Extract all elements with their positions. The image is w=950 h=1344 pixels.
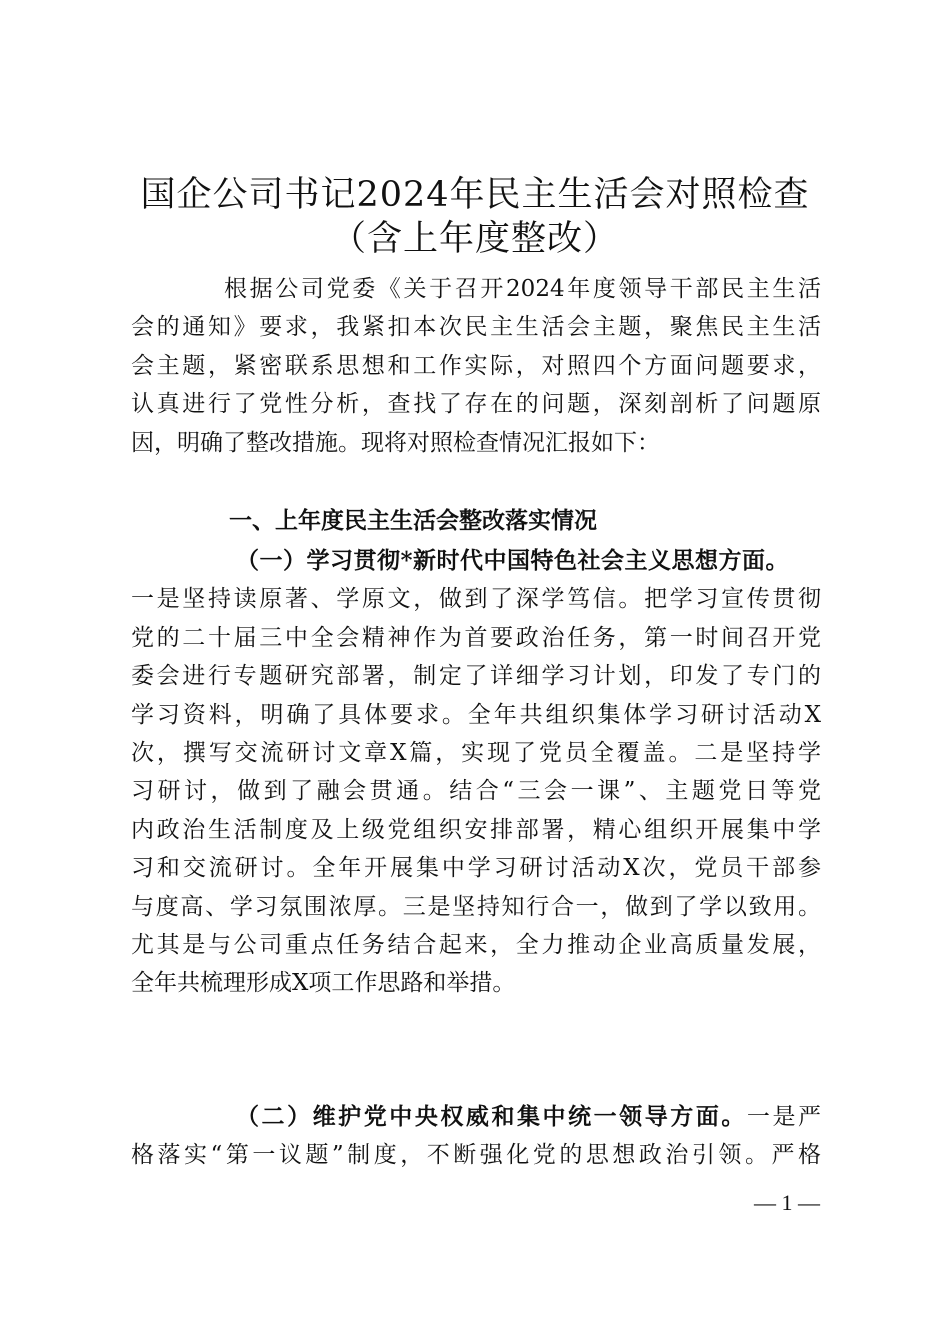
subsection1-line: 学习资料，明确了具体要求。全年共组织集体学习研讨活动X [131, 701, 821, 728]
document-title-line1: 国企公司书记2024年民主生活会对照检查 [140, 175, 810, 215]
intro-line: 因，明确了整改措施。现将对照检查情况汇报如下： [131, 429, 660, 456]
subsection1-line: 一是坚持读原著、学原文，做到了深学笃信。把学习宣传贯彻 [131, 586, 821, 613]
section1 [131, 502, 821, 540]
subsection2-heading: （二）维护党中央权威和集中统一领导方面。 [236, 1103, 747, 1130]
subsection1-heading: （一）学习贯彻*新时代中国特色社会主义思想方面。 [236, 547, 790, 574]
intro-line: 根据公司党委《关于召开2024年度领导干部民主生活 [224, 276, 821, 302]
subsection1-line: 委会进行专题研究部署，制定了详细学习计划，印发了专门的 [131, 663, 821, 690]
subsection1 [131, 542, 821, 1003]
subsection1-line: 党的二十届三中全会精神作为首要政治任务，第一时间召开党 [131, 624, 821, 651]
subsection1-line: 尤其是与公司重点任务结合起来，全力推动企业高质量发展， [131, 931, 821, 958]
subsection1-line: 次，撰写交流研讨文章X篇，实现了党员全覆盖。二是坚持学 [131, 739, 821, 766]
subsection1-line: 与度高、学习氛围浓厚。三是坚持知行合一，做到了学以致用。 [131, 893, 821, 920]
subsection2-first-line-tail: 一是严 [746, 1104, 822, 1130]
subsection1-line: 习研讨，做到了融会贯通。结合“三会一课”、主题党日等党 [131, 778, 821, 805]
subsection1-line: 习和交流研讨。全年开展集中学习研讨活动X次，党员干部参 [131, 855, 821, 882]
subsection1-line: 内政治生活制度及上级党组织安排部署，精心组织开展集中学 [131, 816, 821, 843]
subsection1-line: 全年共梳理形成X项工作思路和举措。 [131, 970, 516, 997]
document-title-line2: （含上年度整改） [330, 219, 619, 259]
intro-paragraph [131, 270, 821, 462]
subsection2-line: 格落实“第一议题”制度，不断强化党的思想政治引领。严格 [131, 1142, 821, 1169]
intro-line: 会主题，紧密联系思想和工作实际，对照四个方面问题要求， [131, 352, 821, 379]
section1-heading: 一、上年度民主生活会整改落实情况 [229, 508, 597, 534]
subsection2-first-line [131, 1098, 821, 1136]
subsection2 [131, 1098, 821, 1175]
intro-line: 认真进行了党性分析，查找了存在的问题，深刻剖析了问题原 [131, 391, 821, 418]
intro-line: 会的通知》要求，我紧扣本次民主生活会主题，聚焦民主生活 [131, 314, 821, 341]
page-number: — 1 — [754, 1190, 820, 1215]
